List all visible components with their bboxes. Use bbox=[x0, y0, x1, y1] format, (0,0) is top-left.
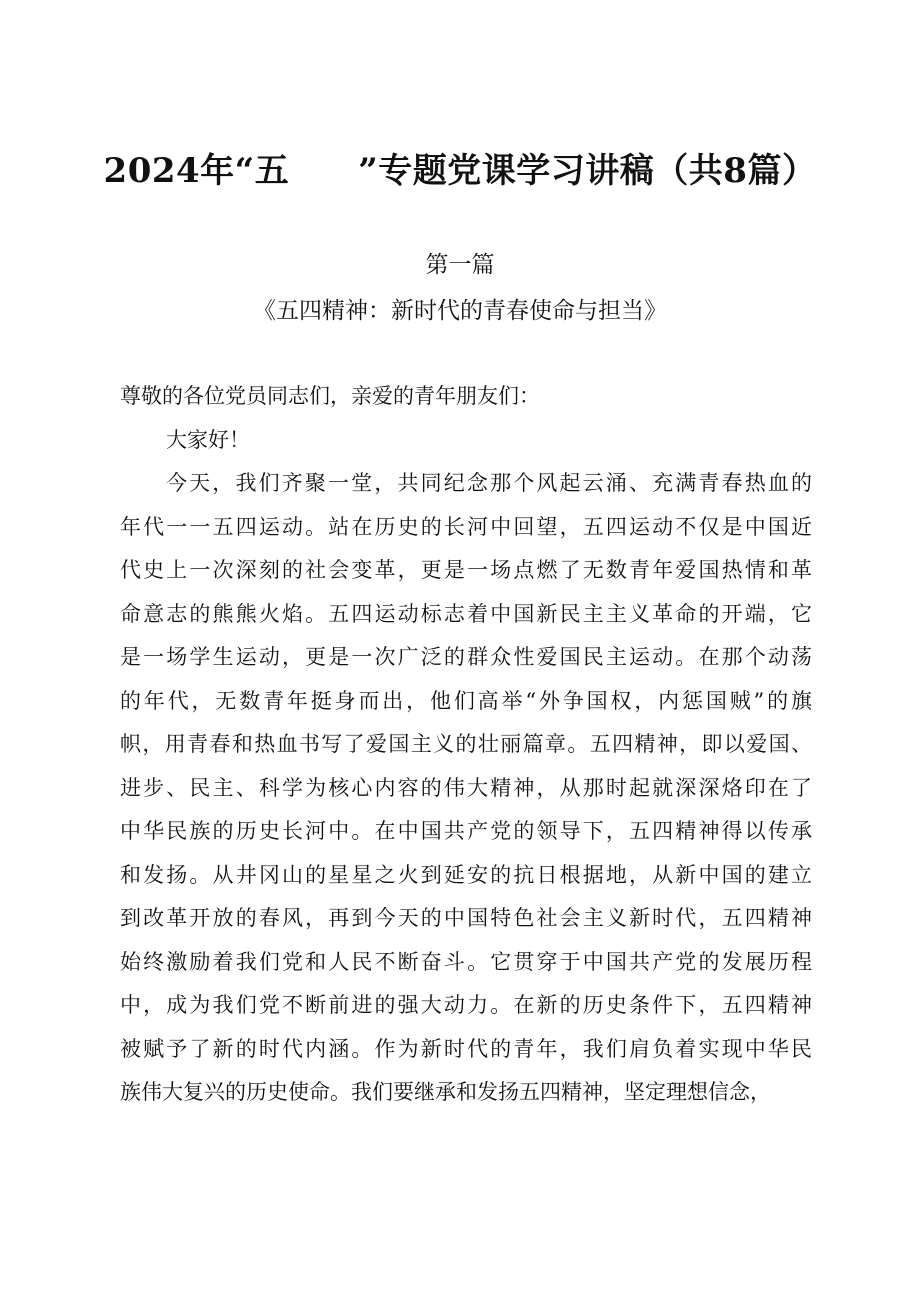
greeting: 大家好！ bbox=[166, 427, 250, 452]
paragraph-line: 进步、民主、科学为核心内容的伟大精神，从那时起就深深烙印在了 bbox=[120, 775, 812, 800]
paragraph-line: 代史上一次深刻的社会变革，更是一场点燃了无数青年爱国热情和革 bbox=[120, 558, 812, 582]
paragraph-line: 中，成为我们党不断前进的强大动力。在新的历史条件下，五四精神 bbox=[120, 993, 812, 1017]
body-text bbox=[120, 375, 812, 1115]
paragraph-line: 到改革开放的春风，再到今天的中国特色社会主义新时代，五四精神 bbox=[120, 906, 812, 930]
paragraph-line: 年代一一五四运动。站在历史的长河中回望，五四运动不仅是中国近 bbox=[120, 514, 812, 539]
section-label: 第一篇 bbox=[425, 252, 495, 278]
paragraph-line: 的年代，无数青年挺身而出，他们高举“外争国权，内惩国贼”的旗 bbox=[120, 688, 812, 713]
paragraph-line: 帜，用青春和热血书写了爱国主义的壮丽篇章。五四精神，即以爱国、 bbox=[120, 732, 812, 756]
paragraph-line: 族伟大复兴的历史使命。我们要继承和发扬五四精神，坚定理想信念， bbox=[120, 1080, 771, 1104]
paragraph-line: 始终激励着我们党和人民不断奋斗。它贯穿于中国共产党的发展历程 bbox=[120, 949, 812, 974]
document-title: 2024年“五 ”专题党课学习讲稿（共8篇） bbox=[103, 151, 817, 191]
paragraph-line: 是一场学生运动，更是一次广泛的群众性爱国民主运动。在那个动荡 bbox=[120, 645, 812, 669]
section-title: 《五四精神：新时代的青春使命与担当》 bbox=[253, 298, 667, 324]
salutation: 尊敬的各位党员同志们，亲爱的青年朋友们： bbox=[120, 384, 540, 408]
paragraph-line: 中华民族的历史长河中。在中国共产党的领导下，五四精神得以传承 bbox=[120, 819, 812, 843]
paragraph-line: 被赋予了新的时代内涵。作为新时代的青年，我们肩负着实现中华民 bbox=[120, 1036, 812, 1061]
paragraph-line: 今天，我们齐聚一堂，共同纪念那个风起云涌、充满青春热血的 bbox=[166, 471, 812, 495]
paragraph-line: 和发扬。从井冈山的星星之火到延安的抗日根据地，从新中国的建立 bbox=[120, 862, 812, 887]
paragraph-line: 命意志的熊熊火焰。五四运动标志着中国新民主主义革命的开端，它 bbox=[120, 601, 812, 626]
